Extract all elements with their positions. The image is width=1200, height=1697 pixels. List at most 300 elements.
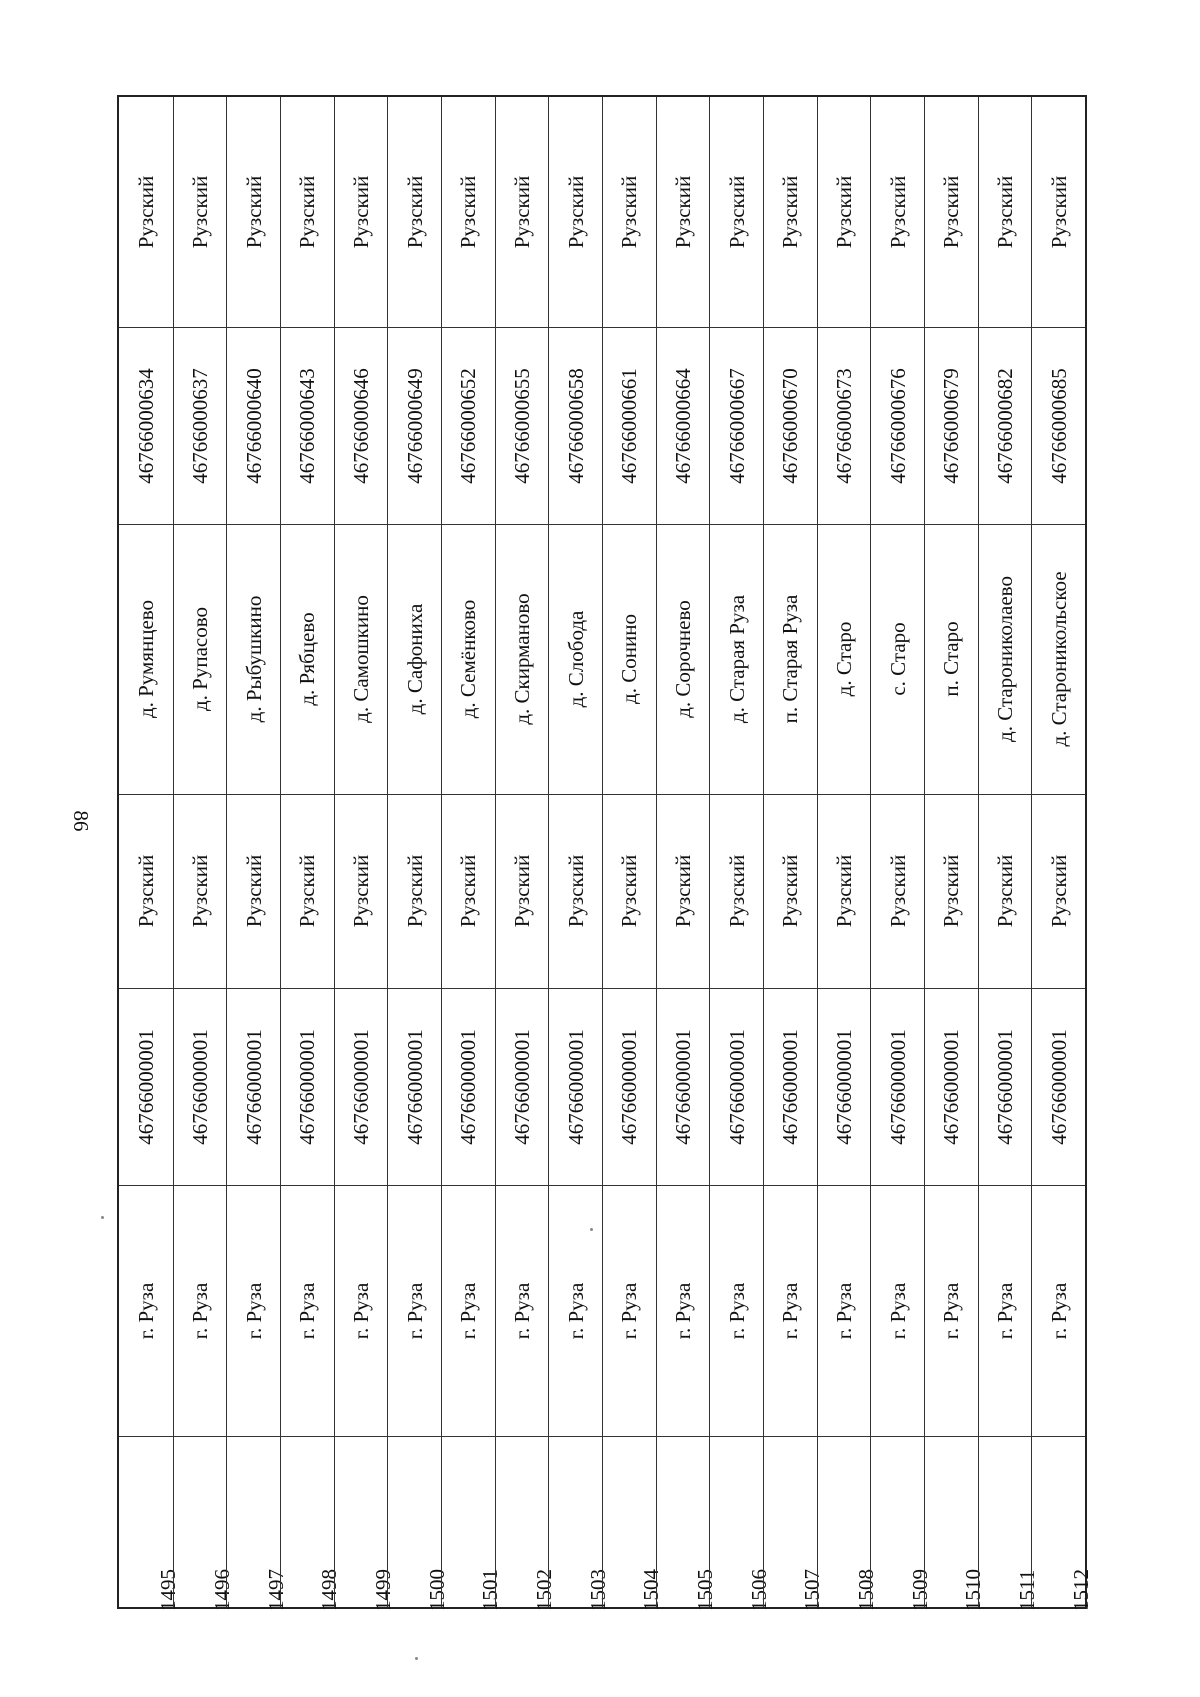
column-separator — [174, 524, 227, 525]
column-separator — [657, 794, 710, 795]
city-code-cell — [227, 988, 280, 1185]
settlement-district-cell — [119, 97, 173, 327]
city-district-cell — [388, 794, 441, 988]
settlement-code-cell — [710, 327, 763, 524]
column-separator — [657, 988, 710, 989]
settlement-code-cell-text: 46766000658 — [563, 367, 588, 484]
table-row — [119, 97, 180, 1611]
settlement-cell-text: д. Скирманово — [509, 593, 534, 725]
column-separator — [925, 1185, 978, 1186]
column-separator — [764, 1436, 817, 1437]
row-number-cell-text: 1495 — [155, 1569, 180, 1611]
settlement-code-cell-text: 46766000664 — [670, 367, 695, 484]
column-separator — [335, 1436, 388, 1437]
city-district-cell-text: Рузский — [348, 854, 373, 928]
city-code-cell-text: 46766000001 — [509, 1028, 534, 1145]
city-district-cell — [657, 794, 710, 988]
settlement-district-cell — [174, 97, 227, 327]
column-separator — [174, 794, 227, 795]
column-separator — [979, 988, 1032, 989]
column-separator — [174, 988, 227, 989]
city-cell-text: г. Руза — [617, 1282, 642, 1339]
column-separator — [1032, 524, 1085, 525]
city-code-cell-text: 46766000001 — [724, 1028, 749, 1145]
column-separator — [871, 327, 924, 328]
city-code-cell — [335, 988, 388, 1185]
settlement-cell — [549, 524, 602, 794]
settlement-code-cell — [281, 327, 334, 524]
settlement-cell-text: д. Семёнково — [456, 599, 481, 719]
column-separator — [764, 524, 817, 525]
column-separator — [227, 1436, 280, 1437]
city-cell-text: г. Руза — [402, 1282, 427, 1339]
city-cell — [174, 1185, 227, 1436]
settlement-district-cell — [496, 97, 549, 327]
city-code-cell-text: 46766000001 — [402, 1028, 427, 1145]
column-separator — [549, 1185, 602, 1186]
settlement-district-cell-text: Рузский — [187, 175, 212, 249]
city-cell — [657, 1185, 710, 1436]
city-district-cell-text: Рузский — [885, 854, 910, 928]
city-code-cell — [871, 988, 924, 1185]
settlement-cell — [603, 524, 656, 794]
settlement-district-cell — [227, 97, 280, 327]
column-separator — [335, 327, 388, 328]
city-code-cell-text: 46766000001 — [778, 1028, 803, 1145]
settlement-cell — [119, 524, 173, 794]
settlement-cell — [657, 524, 710, 794]
row-number-cell — [174, 1436, 234, 1611]
city-district-cell-text: Рузский — [295, 854, 320, 928]
column-separator — [710, 988, 763, 989]
settlement-district-cell — [335, 97, 388, 327]
settlement-cell — [227, 524, 280, 794]
column-separator — [925, 988, 978, 989]
city-cell — [710, 1185, 763, 1436]
column-separator — [764, 988, 817, 989]
city-cell — [335, 1185, 388, 1436]
table-row — [978, 97, 1039, 1611]
table-row — [173, 97, 234, 1611]
row-number-cell-text: 1506 — [746, 1569, 771, 1611]
settlement-cell-text: п. Старая Руза — [778, 594, 803, 724]
column-separator — [925, 794, 978, 795]
city-code-cell — [496, 988, 549, 1185]
city-district-cell — [818, 794, 871, 988]
row-number-cell-text: 1512 — [1068, 1569, 1093, 1611]
settlement-cell — [764, 524, 817, 794]
settlement-cell-text: д. Сорочнево — [670, 600, 695, 718]
row-number-cell — [281, 1436, 342, 1611]
column-separator — [603, 794, 656, 795]
settlement-code-cell-text: 46766000649 — [402, 367, 427, 484]
city-cell-text: г. Руза — [992, 1282, 1017, 1339]
column-separator — [281, 1436, 334, 1437]
city-code-cell-text: 46766000001 — [939, 1028, 964, 1145]
column-separator — [227, 1185, 280, 1186]
table-row — [387, 97, 449, 1611]
column-separator — [549, 524, 602, 525]
settlement-code-cell-text: 46766000667 — [724, 367, 749, 484]
column-separator — [1032, 1185, 1085, 1186]
settlement-district-cell — [549, 97, 602, 327]
settlement-code-cell-text: 46766000661 — [617, 367, 642, 484]
row-number-cell-text: 1509 — [907, 1569, 932, 1611]
city-cell-text: г. Руза — [563, 1282, 588, 1339]
settlement-cell — [818, 524, 871, 794]
settlement-cell — [281, 524, 334, 794]
city-cell — [603, 1185, 656, 1436]
column-separator — [871, 794, 924, 795]
settlement-cell-text: д. Староникольское — [1046, 571, 1071, 747]
column-separator — [335, 988, 388, 989]
city-district-cell — [925, 794, 978, 988]
row-number-cell — [764, 1436, 825, 1611]
settlement-district-cell-text: Рузский — [992, 175, 1017, 249]
column-separator — [1032, 327, 1085, 328]
settlement-cell-text: д. Рыбушкино — [241, 595, 266, 723]
city-code-cell — [442, 988, 495, 1185]
column-separator — [549, 988, 602, 989]
city-cell — [871, 1185, 924, 1436]
settlement-code-cell — [174, 327, 227, 524]
settlement-district-cell — [657, 97, 710, 327]
settlement-cell — [388, 524, 441, 794]
column-separator — [603, 1185, 656, 1186]
column-separator — [925, 524, 978, 525]
city-code-cell-text: 46766000001 — [133, 1028, 158, 1145]
table-row — [870, 97, 932, 1611]
column-separator — [1032, 988, 1085, 989]
city-code-cell — [925, 988, 978, 1185]
city-code-cell-text: 46766000001 — [241, 1028, 266, 1145]
table-row — [709, 97, 771, 1611]
settlement-district-cell — [710, 97, 763, 327]
city-district-cell — [710, 794, 763, 988]
city-code-cell-text: 46766000001 — [1046, 1028, 1071, 1145]
table-row — [656, 97, 717, 1611]
city-district-cell — [227, 794, 280, 988]
column-separator — [549, 1436, 602, 1437]
column-separator — [227, 988, 280, 989]
city-cell — [496, 1185, 549, 1436]
city-code-cell-text: 46766000001 — [617, 1028, 642, 1145]
settlement-code-cell — [388, 327, 441, 524]
settlement-code-cell-text: 46766000652 — [456, 367, 481, 484]
city-district-cell-text: Рузский — [992, 854, 1017, 928]
row-number-cell-text: 1510 — [961, 1569, 986, 1611]
settlement-cell — [925, 524, 978, 794]
city-cell — [549, 1185, 602, 1436]
settlement-cell — [335, 524, 388, 794]
city-district-cell — [174, 794, 227, 988]
settlement-district-cell-text: Рузский — [509, 175, 534, 249]
city-cell-text: г. Руза — [348, 1282, 373, 1339]
column-separator — [657, 327, 710, 328]
city-cell — [442, 1185, 495, 1436]
city-code-cell-text: 46766000001 — [885, 1028, 910, 1145]
table-row — [334, 97, 395, 1611]
table-row — [495, 97, 556, 1611]
city-cell-text: г. Руза — [456, 1282, 481, 1339]
row-number-cell — [442, 1436, 503, 1611]
settlement-district-cell-text: Рузский — [724, 175, 749, 249]
column-separator — [281, 794, 334, 795]
settlement-code-cell — [657, 327, 710, 524]
column-separator — [119, 1436, 173, 1437]
city-district-cell-text: Рузский — [241, 854, 266, 928]
settlement-district-cell-text: Рузский — [885, 175, 910, 249]
city-code-cell — [818, 988, 871, 1185]
settlement-code-cell-text: 46766000634 — [133, 367, 158, 484]
city-district-cell-text: Рузский — [187, 854, 212, 928]
settlement-cell — [442, 524, 495, 794]
table-row — [548, 97, 610, 1611]
column-separator — [549, 327, 602, 328]
column-separator — [979, 327, 1032, 328]
table-row — [441, 97, 503, 1611]
city-cell-text: г. Руза — [1046, 1282, 1071, 1339]
city-cell — [1032, 1185, 1085, 1436]
city-district-cell — [442, 794, 495, 988]
row-number-cell-text: 1505 — [692, 1569, 717, 1611]
row-number-cell-text: 1511 — [1014, 1569, 1039, 1611]
row-number-cell — [335, 1436, 395, 1611]
settlement-cell — [871, 524, 924, 794]
column-separator — [388, 524, 441, 525]
column-separator — [871, 1436, 924, 1437]
row-number-cell — [388, 1436, 449, 1611]
column-separator — [496, 524, 549, 525]
row-number-cell-text: 1501 — [478, 1569, 503, 1611]
city-district-cell — [496, 794, 549, 988]
city-cell-text: г. Руза — [939, 1282, 964, 1339]
settlement-cell-text: д. Румянцево — [133, 599, 158, 719]
city-district-cell-text: Рузский — [670, 854, 695, 928]
column-separator — [710, 327, 763, 328]
table-row — [924, 97, 986, 1611]
column-separator — [174, 1436, 227, 1437]
column-separator — [281, 1185, 334, 1186]
column-separator — [979, 1185, 1032, 1186]
row-number-cell-text: 1508 — [853, 1569, 878, 1611]
settlement-district-cell — [442, 97, 495, 327]
settlement-district-cell-text: Рузский — [670, 175, 695, 249]
row-number-cell — [603, 1436, 664, 1611]
row-number-cell — [227, 1436, 288, 1611]
table-row — [1031, 97, 1093, 1611]
settlement-code-cell — [549, 327, 602, 524]
city-code-cell — [764, 988, 817, 1185]
column-separator — [335, 1185, 388, 1186]
city-cell — [119, 1185, 173, 1436]
table-row — [763, 97, 825, 1611]
settlement-code-cell-text: 46766000673 — [831, 367, 856, 484]
city-district-cell — [764, 794, 817, 988]
settlement-cell-text: д. Старая Руза — [724, 594, 749, 724]
city-cell-text: г. Руза — [133, 1282, 158, 1339]
city-district-cell — [281, 794, 334, 988]
row-number-cell-text: 1503 — [585, 1569, 610, 1611]
column-separator — [119, 327, 173, 328]
settlement-district-cell-text: Рузский — [1046, 175, 1071, 249]
scan-speck — [101, 1216, 104, 1219]
city-district-cell-text: Рузский — [133, 854, 158, 928]
column-separator — [174, 1185, 227, 1186]
column-separator — [818, 988, 871, 989]
column-separator — [227, 327, 280, 328]
city-code-cell-text: 46766000001 — [295, 1028, 320, 1145]
column-separator — [657, 524, 710, 525]
column-separator — [281, 327, 334, 328]
city-district-cell-text: Рузский — [939, 854, 964, 928]
row-number-cell-text: 1504 — [639, 1569, 664, 1611]
settlement-code-cell — [442, 327, 495, 524]
city-code-cell — [174, 988, 227, 1185]
settlement-district-cell-text: Рузский — [295, 175, 320, 249]
row-number-cell — [871, 1436, 932, 1611]
settlement-code-cell — [1032, 327, 1085, 524]
city-cell-text: г. Руза — [509, 1282, 534, 1339]
settlement-cell — [710, 524, 763, 794]
settlement-code-cell-text: 46766000643 — [295, 367, 320, 484]
city-cell-text: г. Руза — [885, 1282, 910, 1339]
city-cell — [764, 1185, 817, 1436]
settlement-district-cell — [764, 97, 817, 327]
column-separator — [119, 524, 173, 525]
city-district-cell-text: Рузский — [724, 854, 749, 928]
city-cell — [818, 1185, 871, 1436]
city-district-cell — [335, 794, 388, 988]
settlement-code-cell — [925, 327, 978, 524]
settlement-code-cell — [119, 327, 173, 524]
column-separator — [281, 988, 334, 989]
column-separator — [710, 524, 763, 525]
column-separator — [710, 1185, 763, 1186]
column-separator — [388, 327, 441, 328]
city-code-cell — [979, 988, 1032, 1185]
column-separator — [227, 794, 280, 795]
city-cell — [227, 1185, 280, 1436]
settlement-code-cell-text: 46766000646 — [348, 367, 373, 484]
city-cell — [979, 1185, 1032, 1436]
column-separator — [764, 794, 817, 795]
settlement-code-cell-text: 46766000640 — [241, 367, 266, 484]
settlement-district-cell-text: Рузский — [348, 175, 373, 249]
city-district-cell-text: Рузский — [563, 854, 588, 928]
column-separator — [818, 327, 871, 328]
settlement-cell-text: с. Старо — [885, 622, 910, 696]
settlement-cell-text: д. Старо — [831, 621, 856, 697]
settlement-code-cell — [818, 327, 871, 524]
city-code-cell — [710, 988, 763, 1185]
column-separator — [818, 1436, 871, 1437]
city-code-cell — [388, 988, 441, 1185]
settlement-code-cell-text: 46766000670 — [778, 367, 803, 484]
settlement-district-cell-text: Рузский — [241, 175, 266, 249]
column-separator — [979, 794, 1032, 795]
column-separator — [764, 327, 817, 328]
city-cell-text: г. Руза — [724, 1282, 749, 1339]
column-separator — [657, 1185, 710, 1186]
table-row — [817, 97, 878, 1611]
settlement-code-cell — [227, 327, 280, 524]
column-separator — [496, 327, 549, 328]
page-number: 86 — [69, 810, 93, 832]
column-separator — [979, 524, 1032, 525]
row-number-cell-text: 1499 — [370, 1569, 395, 1611]
table-row — [226, 97, 288, 1611]
column-separator — [496, 1185, 549, 1186]
column-separator — [871, 1185, 924, 1186]
settlement-cell-text: д. Сонино — [617, 614, 642, 704]
settlement-cell — [979, 524, 1032, 794]
column-separator — [227, 524, 280, 525]
settlement-district-cell — [388, 97, 441, 327]
column-separator — [710, 794, 763, 795]
column-separator — [388, 988, 441, 989]
city-cell — [925, 1185, 978, 1436]
settlement-cell — [174, 524, 227, 794]
settlement-district-cell-text: Рузский — [563, 175, 588, 249]
settlement-cell-text: д. Слобода — [563, 610, 588, 708]
city-code-cell — [549, 988, 602, 1185]
city-district-cell-text: Рузский — [617, 854, 642, 928]
column-separator — [871, 524, 924, 525]
settlement-cell-text: д. Сафониха — [402, 603, 427, 715]
table-row — [602, 97, 664, 1611]
settlement-district-cell — [871, 97, 924, 327]
settlement-code-cell — [979, 327, 1032, 524]
column-separator — [1032, 1436, 1085, 1437]
city-code-cell-text: 46766000001 — [670, 1028, 695, 1145]
settlement-cell-text: д. Самошкино — [348, 595, 373, 723]
column-separator — [174, 327, 227, 328]
settlement-code-cell-text: 46766000682 — [992, 367, 1017, 484]
column-separator — [603, 1436, 656, 1437]
city-cell-text: г. Руза — [295, 1282, 320, 1339]
city-code-cell-text: 46766000001 — [456, 1028, 481, 1145]
settlement-district-cell — [603, 97, 656, 327]
column-separator — [442, 1436, 495, 1437]
settlement-district-cell-text: Рузский — [939, 175, 964, 249]
table-row — [280, 97, 342, 1611]
city-cell-text: г. Руза — [670, 1282, 695, 1339]
column-separator — [496, 794, 549, 795]
city-code-cell-text: 46766000001 — [831, 1028, 856, 1145]
settlement-district-cell — [1032, 97, 1085, 327]
settlement-district-cell-text: Рузский — [831, 175, 856, 249]
row-number-cell — [818, 1436, 878, 1611]
column-separator — [119, 1185, 173, 1186]
column-separator — [496, 988, 549, 989]
column-separator — [442, 327, 495, 328]
column-separator — [818, 794, 871, 795]
column-separator — [549, 794, 602, 795]
city-code-cell — [281, 988, 334, 1185]
column-separator — [818, 524, 871, 525]
settlement-cell-text: д. Рупасово — [187, 606, 212, 712]
city-cell — [388, 1185, 441, 1436]
row-number-cell — [119, 1436, 180, 1611]
row-number-cell-text: 1500 — [424, 1569, 449, 1611]
column-separator — [871, 988, 924, 989]
settlement-cell — [496, 524, 549, 794]
settlement-code-cell — [603, 327, 656, 524]
column-separator — [496, 1436, 549, 1437]
column-separator — [388, 794, 441, 795]
settlement-cell-text: д. Рябцево — [295, 612, 320, 706]
